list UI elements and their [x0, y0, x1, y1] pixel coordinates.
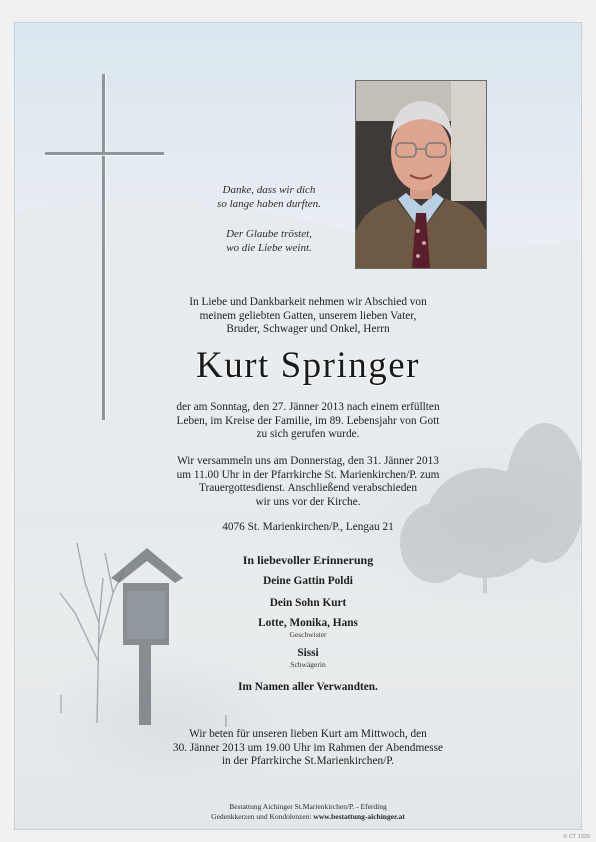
service-line: um 11.00 Uhr in der Pfarrkirche St. Marienkirchen/P. zum — [176, 468, 440, 481]
obituary-card — [14, 22, 582, 830]
mourner-entry — [143, 647, 473, 669]
mourner-name: Dein Sohn Kurt — [269, 597, 347, 609]
quote-thanks — [169, 183, 369, 211]
details-line: der am Sonntag, den 27. Jänner 2013 nach einem erfüllten — [176, 401, 440, 413]
quote-line: wo die Liebe weint. — [226, 242, 312, 254]
condolence-label: Gedenkkerzen und Kondolenzen: — [211, 812, 314, 821]
service-line: wir uns vor der Kirche. — [255, 495, 361, 508]
closing-line: Im Namen aller Verwandten. — [238, 681, 378, 693]
mourner-name: Deine Gattin Poldi — [263, 575, 353, 587]
condolence-line — [143, 812, 473, 822]
quote-line: Danke, dass wir dich — [222, 184, 316, 196]
funeral-home-name: Bestattung Aichinger St.Marienkirchen/P. - Eferding — [229, 802, 387, 811]
mourner-relation: Schwägerin — [290, 660, 326, 669]
cross-vertical-beam — [102, 74, 105, 420]
mourner-entry — [143, 597, 473, 610]
prayer-notice — [143, 728, 473, 769]
death-details — [143, 401, 473, 442]
mourner-name: Lotte, Monika, Hans — [258, 617, 358, 629]
service-line: Wir versammeln uns am Donnerstag, den 31. Jänner 2013 — [177, 455, 439, 467]
intro-line: Bruder, Schwager und Onkel, Herrn — [226, 323, 390, 336]
funeral-service-info — [143, 455, 473, 509]
deceased-name: Kurt Springer — [196, 345, 420, 386]
portrait-photo — [355, 80, 487, 269]
intro-line: meinem geliebten Gatten, unserem lieben Vater, — [199, 309, 417, 322]
intro-line: In Liebe und Dankbarkeit nehmen wir Abschied von — [189, 296, 427, 308]
service-line: Trauergottesdienst. Anschließend verabschieden — [198, 482, 418, 495]
mourners-title: In liebevoller Erinnerung — [242, 553, 374, 567]
quote-line: so lange haben durften. — [217, 198, 321, 210]
mourner-entry — [143, 575, 473, 588]
prayer-line: 30. Jänner 2013 um 19.00 Uhr im Rahmen der Abendmesse — [172, 741, 444, 754]
family-address: 4076 St. Marienkirchen/P., Lengau 21 — [222, 521, 394, 533]
mourner-name: Sissi — [297, 647, 319, 659]
funeral-home-footer — [143, 802, 473, 822]
prayer-line: Wir beten für unseren lieben Kurt am Mittwoch, den — [189, 728, 427, 740]
details-line: Leben, im Kreise der Familie, im 89. Lebensjahr von Gott — [176, 414, 440, 427]
copyright-mark: © CT 1326 — [563, 834, 590, 840]
quote-line: Der Glaube tröstet, — [226, 228, 312, 240]
mourner-entry — [143, 617, 473, 639]
prayer-line: in der Pfarrkirche St.Marienkirchen/P. — [221, 755, 395, 768]
condolence-link[interactable]: www.bestattung-aichinger.at — [313, 812, 405, 821]
quote-faith — [169, 227, 369, 255]
intro-text — [143, 296, 473, 337]
mourner-relation: Geschwister — [289, 630, 327, 639]
details-line: zu sich gerufen wurde. — [256, 428, 360, 441]
cross-horizontal-beam — [45, 152, 164, 155]
